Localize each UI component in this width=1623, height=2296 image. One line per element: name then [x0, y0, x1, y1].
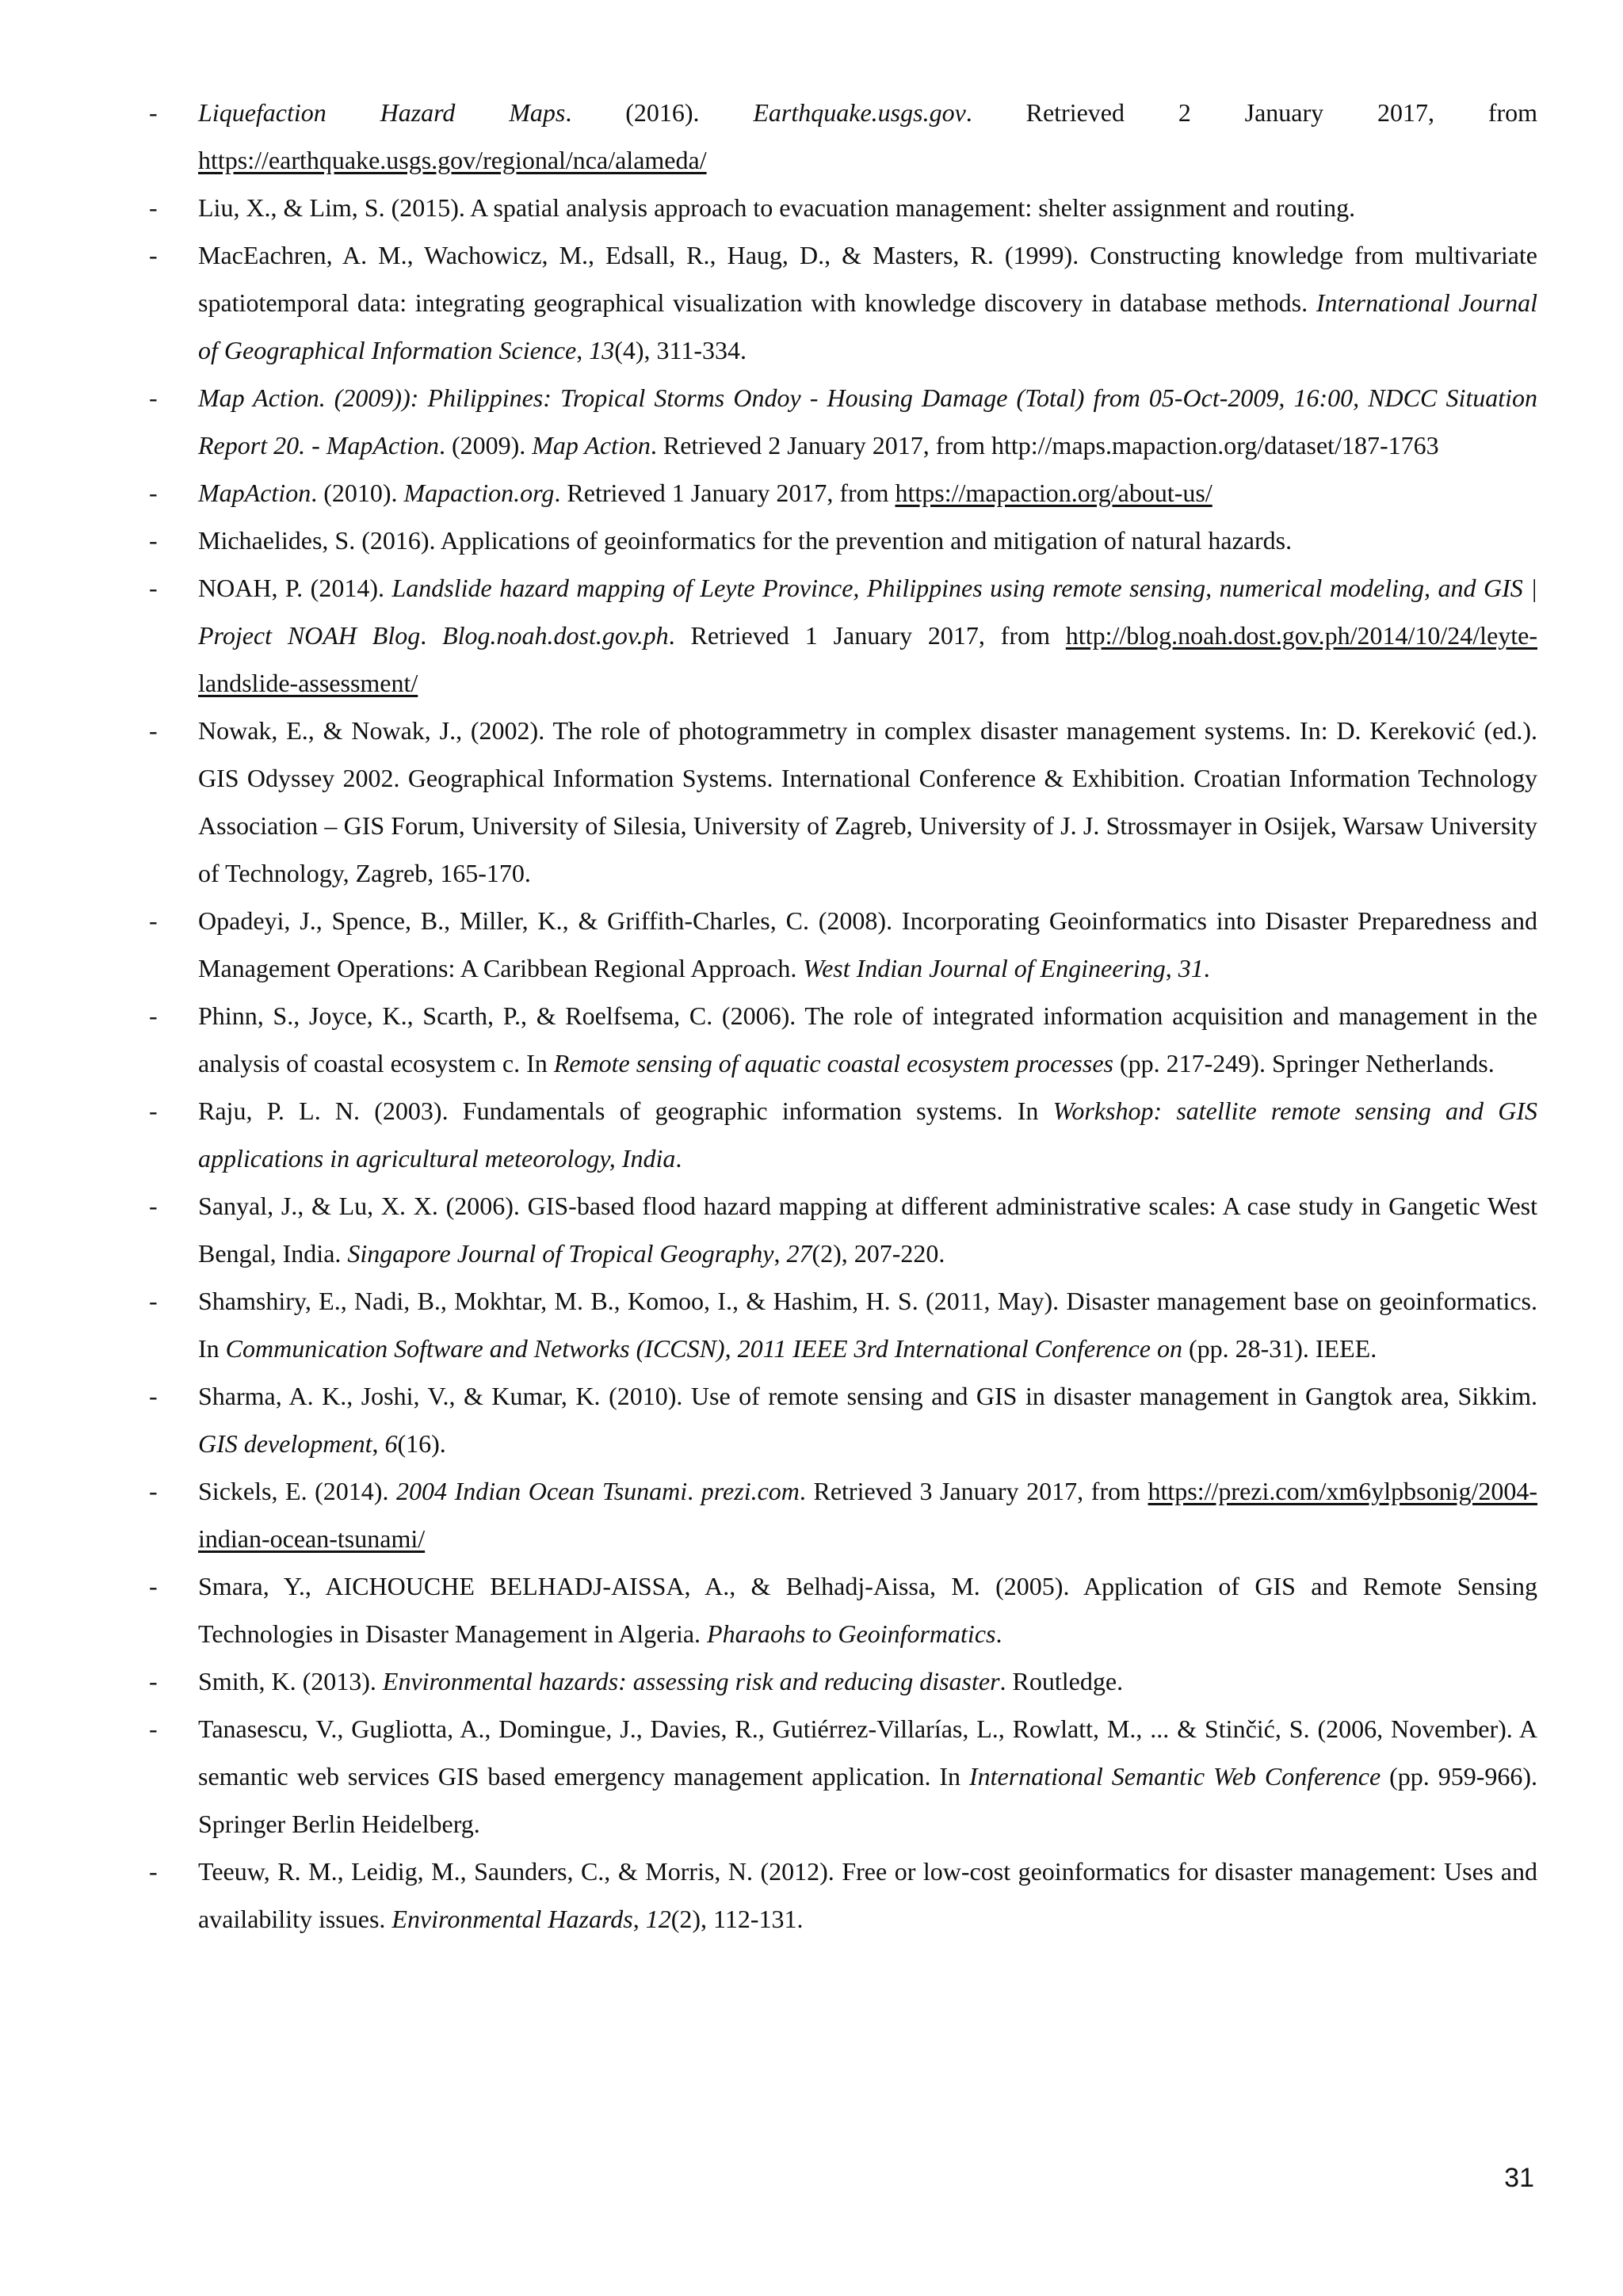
reference-text: ,	[576, 336, 590, 364]
reference-text: Smith, K. (2013).	[198, 1667, 383, 1695]
bullet-dash: -	[149, 193, 158, 222]
reference-text: (pp. 959-966). Springer Berlin Heidelberg.	[198, 1762, 1538, 1838]
reference-entry	[0, 1562, 1537, 1657]
reference-entry	[0, 184, 1537, 231]
reference-link[interactable]: https://mapaction.org/about-us/	[895, 479, 1212, 507]
reference-italic-text: MapAction	[198, 479, 311, 507]
reference-text: . Retrieved 2 January 2017, from	[965, 98, 1538, 127]
reference-text: (4), 311-334.	[614, 336, 747, 364]
reference-entry	[0, 517, 1537, 564]
reference-italic-text: 2004 Indian Ocean Tsunami	[396, 1477, 688, 1505]
reference-text: (16).	[397, 1429, 446, 1458]
reference-text: ,	[1165, 954, 1178, 982]
reference-text: Sharma, A. K., Joshi, V., & Kumar, K. (2010). Use of remote sensing and GIS in disaster management in Gangtok area, Sikkim.	[198, 1382, 1537, 1410]
reference-text: Teeuw, R. M., Leidig, M., Saunders, C., & Morris, N. (2012). Free or low-cost geoinformatics for disaster management: Uses and availability issues.	[198, 1857, 1537, 1933]
reference-italic-text: Earthquake.usgs.gov	[753, 98, 966, 127]
reference-text: .	[687, 1477, 701, 1505]
reference-text: Phinn, S., Joyce, K., Scarth, P., & Roelfsema, C. (2006). The role of integrated information acquisition and management in the analysis of coastal ecosystem c. In	[198, 1001, 1537, 1077]
reference-text: .	[420, 621, 443, 650]
reference-text: Nowak, E., & Nowak, J., (2002). The role of photogrammetry in complex disaster management systems. In: D. Kereković (ed.). GIS Odyssey 2002. Geographical Information Systems. International Conference & Exhibition. Croatian Information Technology Association – GIS Forum, University of Silesia, University of Zagreb, University of J. J. Strossmayer in Osijek, Warsaw University of Technology, Zagreb, 165-170.	[198, 716, 1537, 887]
reference-italic-text: 27	[786, 1239, 812, 1268]
reference-text: . Retrieved 1 January 2017, from	[554, 479, 896, 507]
reference-italic-text: Communication Software and Networks (ICCSN), 2011 IEEE 3rd International Conference on	[225, 1334, 1182, 1363]
reference-link[interactable]: https://prezi.com/xm6ylpbsonig/2004-indian-ocean-tsunami/	[198, 1477, 1538, 1553]
reference-link[interactable]: https://earthquake.usgs.gov/regional/nca/alameda/	[198, 146, 707, 174]
reference-text: ,	[372, 1429, 385, 1458]
reference-entry	[0, 1848, 1537, 1943]
reference-italic-text: 6	[384, 1429, 398, 1458]
reference-italic-text: 12	[645, 1905, 671, 1933]
reference-text: Liu, X., & Lim, S. (2015). A spatial analysis approach to evacuation management: shelter assignment and routing.	[198, 193, 1356, 222]
reference-italic-text: Map Action. (2009)): Philippines: Tropical Storms Ondoy - Housing Damage (Total) from 05-Oct-2009, 16:00, NDCC Situation Report 20. - MapAction	[198, 383, 1537, 460]
bullet-dash: -	[149, 479, 158, 507]
reference-italic-text: Remote sensing of aquatic coastal ecosystem processes	[553, 1049, 1113, 1077]
reference-text: . (2016).	[565, 98, 754, 127]
reference-text: MacEachren, A. M., Wachowicz, M., Edsall, R., Haug, D., & Masters, R. (1999). Constructing knowledge from multivariate spatiotemporal data: integrating geographical visualization with knowledge discovery in database methods.	[198, 241, 1537, 317]
bullet-dash: -	[149, 1857, 158, 1886]
reference-italic-text: 13	[589, 336, 615, 364]
reference-text: Sanyal, J., & Lu, X. X. (2006). GIS-based flood hazard mapping at different administrative scales: A case study in Gangetic West Bengal, India.	[198, 1192, 1537, 1268]
reference-italic-text: Map Action	[532, 431, 651, 460]
reference-entry	[0, 564, 1537, 707]
reference-text: . Retrieved 1 January 2017, from	[668, 621, 1066, 650]
reference-text: . (2009).	[438, 431, 533, 460]
bullet-dash: -	[149, 1572, 158, 1600]
reference-entry	[0, 231, 1537, 374]
reference-entry	[0, 707, 1537, 897]
reference-text: Sickels, E. (2014).	[198, 1477, 397, 1505]
reference-text: Shamshiry, E., Nadi, B., Mokhtar, M. B., Komoo, I., & Hashim, H. S. (2011, May). Disaster management base on geoinformatics. In	[198, 1287, 1537, 1363]
reference-text: (2), 207-220.	[812, 1239, 945, 1268]
reference-entry	[0, 374, 1537, 469]
reference-entry	[0, 1657, 1537, 1705]
reference-text: . (2010).	[311, 479, 404, 507]
reference-entry	[0, 1087, 1537, 1182]
bullet-dash: -	[149, 1382, 158, 1410]
reference-entry	[0, 1705, 1537, 1848]
reference-text: .	[675, 1144, 682, 1173]
bullet-dash: -	[149, 1667, 158, 1695]
reference-italic-text: Environmental Hazards	[391, 1905, 633, 1933]
reference-italic-text: International Semantic Web Conference	[968, 1762, 1381, 1791]
reference-italic-text: West Indian Journal of Engineering	[803, 954, 1166, 982]
bullet-dash: -	[149, 1097, 158, 1125]
reference-italic-text: Mapaction.org	[403, 479, 555, 507]
bullet-dash: -	[149, 1192, 158, 1220]
bullet-dash: -	[149, 574, 158, 602]
reference-text: Smara, Y., AICHOUCHE BELHADJ-AISSA, A., & Belhadj-Aissa, M. (2005). Application of GIS and Remote Sensing Technologies in Disaster Management in Algeria.	[198, 1572, 1537, 1648]
reference-italic-text: Landslide hazard mapping of Leyte Province, Philippines using remote sensing, numerical modeling, and GIS | Project NOAH Blog	[198, 574, 1538, 650]
reference-italic-text: Blog.noah.dost.gov.ph	[442, 621, 669, 650]
reference-italic-text: 31	[1178, 954, 1204, 982]
bullet-dash: -	[149, 1477, 158, 1505]
reference-entry	[0, 1467, 1537, 1562]
bullet-dash: -	[149, 241, 158, 269]
reference-italic-text: Environmental hazards: assessing risk and reducing disaster	[382, 1667, 1000, 1695]
reference-text: (pp. 217-249). Springer Netherlands.	[1113, 1049, 1495, 1077]
reference-text: Michaelides, S. (2016). Applications of geoinformatics for the prevention and mitigation of natural hazards.	[198, 526, 1293, 555]
page-number: 31	[1504, 2163, 1534, 2193]
bullet-dash: -	[149, 98, 158, 127]
reference-text: ,	[632, 1905, 646, 1933]
reference-text: Raju, P. L. N. (2003). Fundamentals of geographic information systems. In	[198, 1097, 1053, 1125]
reference-text: . Retrieved 3 January 2017, from	[799, 1477, 1148, 1505]
reference-text: (pp. 28-31). IEEE.	[1182, 1334, 1377, 1363]
bullet-dash: -	[149, 1287, 158, 1315]
reference-entry	[0, 992, 1537, 1087]
bullet-dash: -	[149, 526, 158, 555]
reference-text: NOAH, P. (2014).	[198, 574, 392, 602]
reference-italic-text: prezi.com	[701, 1477, 800, 1505]
reference-italic-text: Liquefaction Hazard Maps	[198, 98, 566, 127]
reference-list	[0, 89, 1623, 1943]
reference-text: .	[1203, 954, 1210, 982]
bullet-dash: -	[149, 383, 158, 412]
reference-text: Tanasescu, V., Gugliotta, A., Domingue, J., Davies, R., Gutiérrez-Villarías, L., Rowlatt, M., ... & Stinčić, S. (2006, November). A semantic web services GIS based emergency management application. In	[198, 1714, 1537, 1791]
reference-text: .	[995, 1619, 1002, 1648]
reference-entry	[0, 469, 1537, 517]
reference-text: (2), 112-131.	[670, 1905, 804, 1933]
reference-text: Opadeyi, J., Spence, B., Miller, K., & Griffith-Charles, C. (2008). Incorporating Geoinformatics into Disaster Preparedness and Management Operations: A Caribbean Regional Approach.	[198, 906, 1537, 982]
bullet-dash: -	[149, 1714, 158, 1743]
bullet-dash: -	[149, 716, 158, 745]
reference-italic-text: Singapore Journal of Tropical Geography	[347, 1239, 774, 1268]
reference-text: . Routledge.	[999, 1667, 1124, 1695]
reference-italic-text: International Journal of Geographical Information Science	[198, 288, 1538, 364]
bullet-dash: -	[149, 906, 158, 935]
reference-italic-text: GIS development	[198, 1429, 372, 1458]
reference-link[interactable]: http://blog.noah.dost.gov.ph/2014/10/24/leyte-landslide-assessment/	[198, 621, 1538, 697]
reference-italic-text: Pharaohs to Geoinformatics	[707, 1619, 996, 1648]
reference-italic-text: Workshop: satellite remote sensing and GIS applications in agricultural meteorology, India	[198, 1097, 1538, 1173]
reference-text: ,	[773, 1239, 787, 1268]
reference-entry	[0, 897, 1537, 992]
reference-entry	[0, 1372, 1537, 1467]
reference-entry	[0, 1277, 1537, 1372]
reference-entry	[0, 1182, 1537, 1277]
reference-text: . Retrieved 2 January 2017, from http://maps.mapaction.org/dataset/187-1763	[650, 431, 1439, 460]
reference-entry	[0, 89, 1537, 184]
bullet-dash: -	[149, 1001, 158, 1030]
